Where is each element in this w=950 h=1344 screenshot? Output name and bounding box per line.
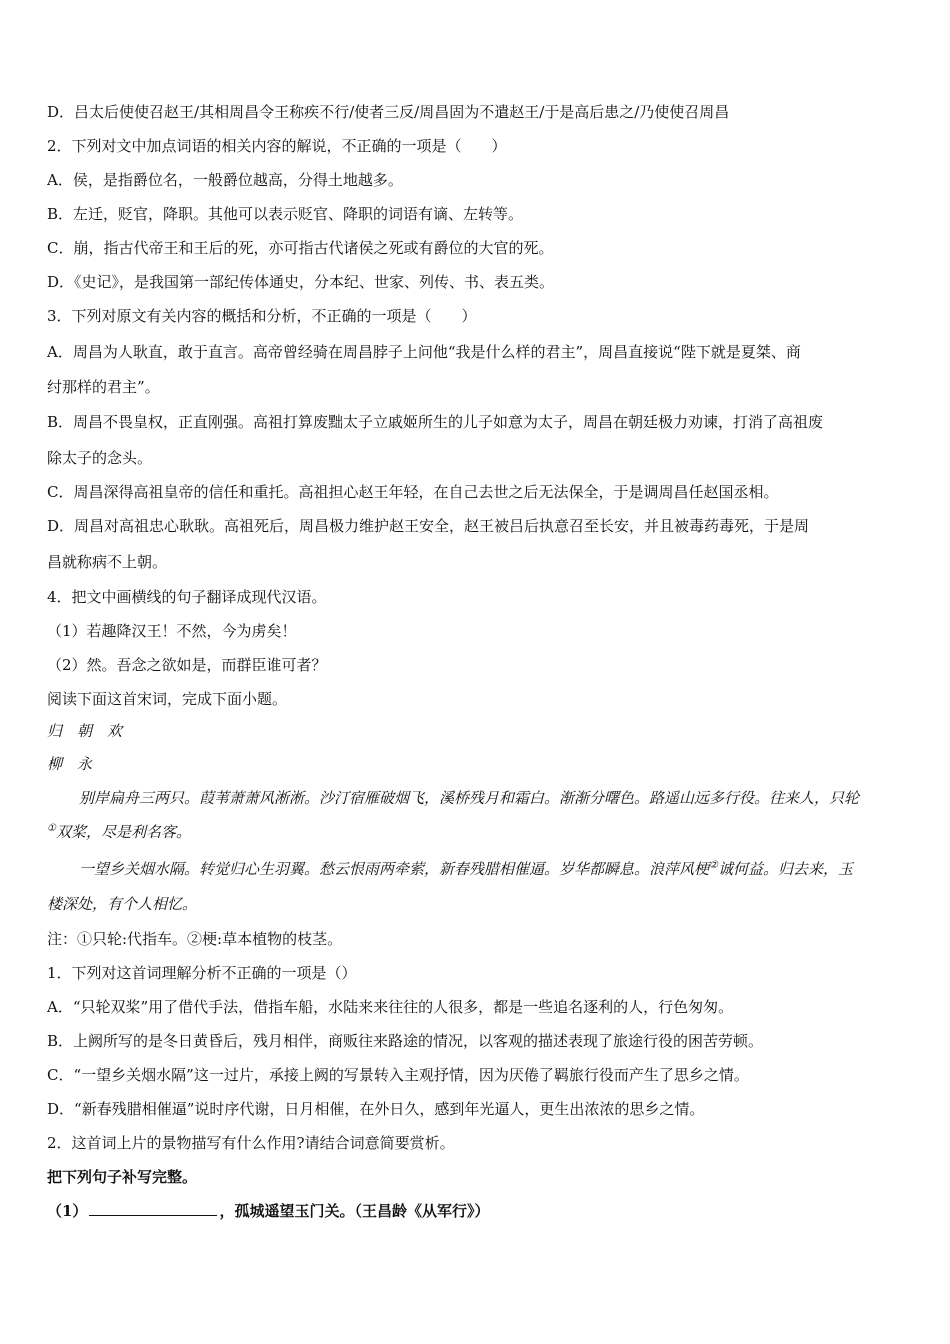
poem-q1-option-c: C．“一望乡关烟水隔”这一过片，承接上阙的写景转入主观抒情，因为厌倦了羁旅行役而产生了思乡之情。: [47, 1066, 749, 1084]
fill-in-blank[interactable]: [89, 1201, 217, 1216]
poem-note: 注：①只轮:代指车。②梗:草本植物的枝茎。: [47, 930, 343, 948]
poem-q1-stem: 1．下列对这首词理解分析不正确的一项是（）: [47, 964, 357, 982]
q3-option-a-line2: 纣那样的君主”。: [47, 378, 160, 396]
note-mark-1: ①: [47, 823, 56, 834]
q4-sentence-1: （1）若趣降汉王！不然，今为虏矣！: [47, 622, 297, 640]
q1-option-d: D．吕太后使使召赵王/其相周昌令王称疾不行/使者三反/周昌固为不遣赵王/于是高后患之/乃使使召周昌: [47, 103, 730, 121]
poem-stanza1-line2-text: 双桨，尽是利名客。: [55, 823, 191, 841]
poem-stanza2-line2: 楼深处，有个人相忆。: [47, 895, 198, 913]
q2-option-a: A．侯，是指爵位名，一般爵位越高，分得土地越多。: [47, 171, 403, 189]
q2-option-d: D．《史记》，是我国第一部纪传体通史，分本纪、世家、列传、书、表五类。: [47, 273, 555, 291]
q3-option-b-line2: 除太子的念头。: [47, 449, 153, 467]
q3-option-d-line1: D．周昌对高祖忠心耿耿。高祖死后，周昌极力维护赵王安全，赵王被吕后执意召至长安，并且被毒药毒死，于是周: [47, 517, 810, 535]
fill-in-item-1-text: ，孤城遥望玉门关。（王昌龄《从军行》）: [219, 1202, 490, 1220]
q3-option-c: C．周昌深得高祖皇帝的信任和重托。高祖担心赵王年轻，在自己去世之后无法保全，于是调周昌任赵国丞相。: [47, 483, 779, 501]
q3-stem: 3．下列对原文有关内容的概括和分析，不正确的一项是（ ）: [47, 307, 477, 325]
q4-sentence-2: （2）然。吾念之欲如是，而群臣谁可者？: [47, 656, 327, 674]
q2-stem: 2．下列对文中加点词语的相关内容的解说，不正确的一项是（ ）: [47, 137, 507, 155]
fill-in-item-1-number: （1）: [47, 1202, 88, 1220]
poem-intro: 阅读下面这首宋词，完成下面小题。: [47, 690, 288, 708]
poem-q1-option-b: B．上阙所写的是冬日黄昏后，残月相伴，商贩往来路途的情况，以客观的描述表现了旅途行役的困苦劳顿。: [47, 1032, 764, 1050]
q3-option-a-line1: A．周昌为人耿直，敢于直言。高帝曾经骑在周昌脖子上问他“我是什么样的君主”，周昌直接说“陛下就是夏桀、商: [47, 343, 801, 361]
poem-stanza2-line1-part-a: 一望乡关烟水隔。转觉归心生羽翼。愁云恨雨两牵萦，新春残腊相催逼。岁华都瞬息。浪萍风梗: [79, 860, 710, 878]
poem-author: 柳 永: [47, 755, 93, 773]
fill-in-item-1: [47, 1201, 907, 1221]
q2-option-c: C．崩，指古代帝王和王后的死，亦可指古代诸侯之死或有爵位的大官的死。: [47, 239, 554, 257]
poem-q1-option-a: A．“只轮双桨”用了借代手法，借指车船，水陆来来往往的人很多，都是一些追名逐利的人，行色匆匆。: [47, 998, 734, 1016]
fill-in-title: 把下列句子补写完整。: [47, 1168, 198, 1186]
q2-option-b: B．左迁，贬官，降职。其他可以表示贬官、降职的词语有谪、左转等。: [47, 205, 524, 223]
poem-q2: 2．这首词上片的景物描写有什么作用?请结合词意简要赏析。: [47, 1134, 455, 1152]
poem-q1-option-d: D．“新春残腊相催逼”说时序代谢，日月相催，在外日久，感到年光逼人，更生出浓浓的思乡之情。: [47, 1100, 705, 1118]
q3-option-b-line1: B．周昌不畏皇权，正直刚强。高祖打算废黜太子立戚姬所生的儿子如意为太子，周昌在朝廷极力劝谏，打消了高祖废: [47, 413, 824, 431]
q4-stem: 4．把文中画横线的句子翻译成现代汉语。: [47, 588, 327, 606]
poem-stanza2-line1: [79, 859, 907, 879]
note-mark-2: ②: [709, 860, 718, 871]
poem-stanza2-line1-part-b: 诚何益。归去来，玉: [717, 860, 853, 878]
poem-stanza1-line1: 别岸扁舟三两只。葭苇萧萧风淅淅。沙汀宿雁破烟飞，溪桥残月和霜白。渐渐分曙色。路遥山远多行役。往来人，只轮: [79, 789, 860, 807]
poem-title: 归 朝 欢: [47, 722, 123, 740]
q3-option-d-line2: 昌就称病不上朝。: [47, 553, 168, 571]
poem-stanza1-line2: [47, 822, 907, 842]
